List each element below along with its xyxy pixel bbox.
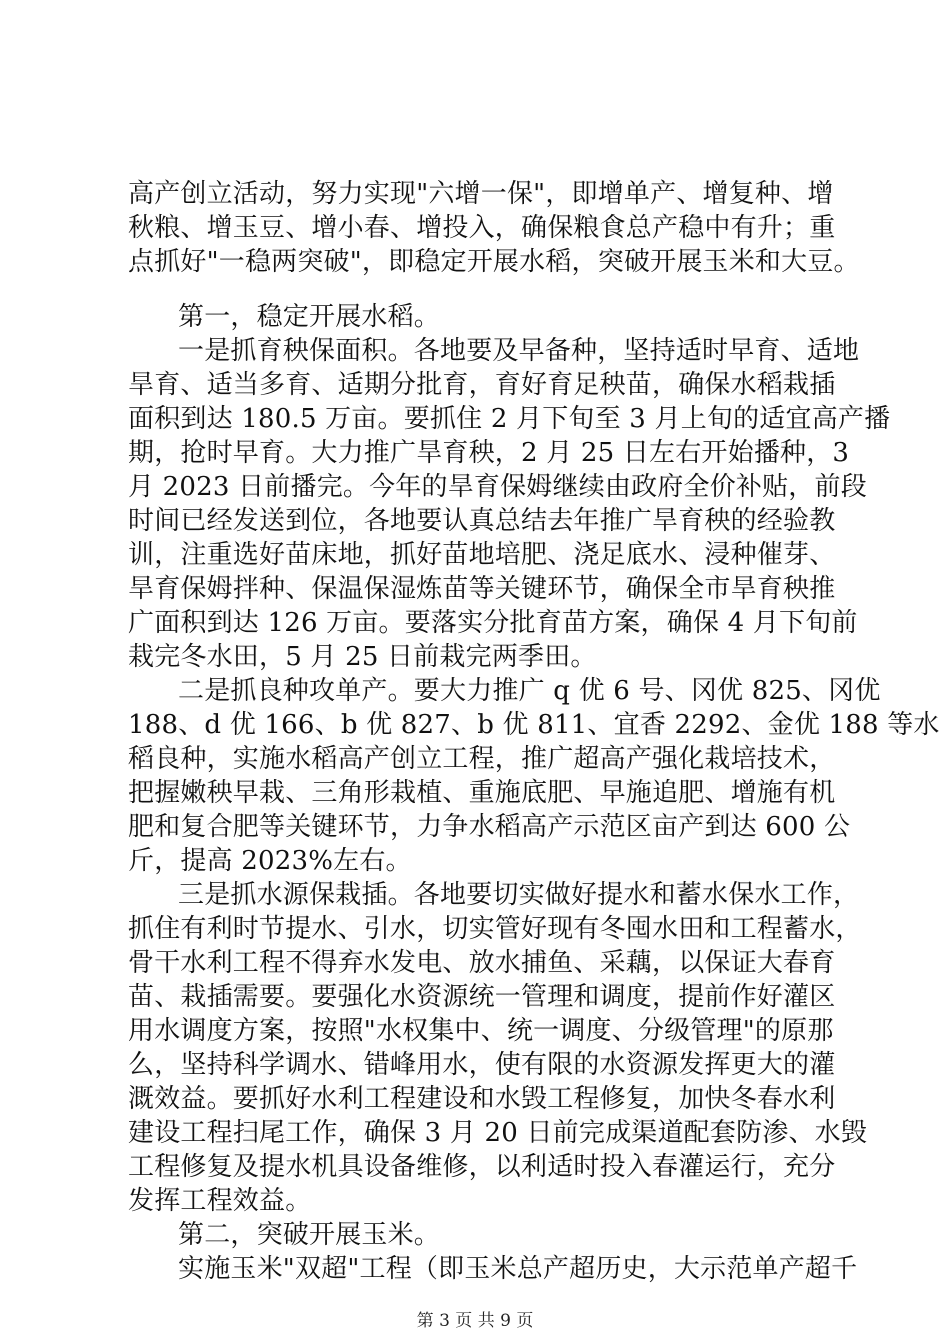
section-heading: 第二，突破开展玉米。 (178, 1220, 441, 1250)
text-line: 秋粮、增玉豆、增小春、增投入，确保粮食总产稳中有升；重 (128, 213, 836, 243)
text-line: 188、d 优 166、b 优 827、b 优 811、宜香 2292、金优 188 等水 (128, 710, 940, 740)
section-heading: 第一，稳定开展水稻。 (178, 302, 441, 332)
text-line: 旱育、适当多育、适期分批育，育好育足秧苗，确保水稻栽插 (128, 370, 836, 400)
text-line: 点抓好"一稳两突破"，即稳定开展水稻，突破开展玉米和大豆。 (128, 247, 860, 277)
text-line: 期，抢时早育。大力推广旱育秧，2 月 25 日左右开始播种，3 (128, 438, 850, 468)
text-line: 面积到达 180.5 万亩。要抓住 2 月下旬至 3 月上旬的适宜高产播 (128, 404, 891, 434)
page-number-footer: 第 3 页 共 9 页 (416, 1311, 534, 1331)
text-line: 发挥工程效益。 (128, 1186, 312, 1216)
text-line: 建设工程扫尾工作，确保 3 月 20 日前完成渠道配套防渗、水毁 (128, 1118, 868, 1148)
text-line: 旱育保姆拌种、保温保湿炼苗等关键环节，确保全市旱育秧推 (128, 574, 836, 604)
text-line: 骨干水利工程不得弃水发电、放水捕鱼、采藕，以保证大春育 (128, 948, 836, 978)
text-line: 工程修复及提水机具设备维修，以利适时投入春灌运行，充分 (128, 1152, 836, 1182)
text-line: 抓住有利时节提水、引水，切实管好现有冬囤水田和工程蓄水， (128, 914, 862, 944)
text-line: 一是抓育秧保面积。各地要及早备种，坚持适时早育、适地 (178, 336, 860, 366)
text-line: 么，坚持科学调水、错峰用水，使有限的水资源发挥更大的灌 (128, 1050, 836, 1080)
text-line: 训，注重选好苗床地，抓好苗地培肥、浇足底水、浸种催芽、 (128, 540, 836, 570)
text-line: 斤，提高 2023%左右。 (128, 846, 412, 876)
text-line: 二是抓良种攻单产。要大力推广 q 优 6 号、冈优 825、冈优 (178, 676, 881, 706)
text-line: 用水调度方案，按照"水权集中、统一调度、分级管理"的原那 (128, 1016, 834, 1046)
text-line: 稻良种，实施水稻高产创立工程，推广超高产强化栽培技术， (128, 744, 836, 774)
text-line: 栽完冬水田，5 月 25 日前栽完两季田。 (128, 642, 597, 672)
text-line: 三是抓水源保栽插。各地要切实做好提水和蓄水保水工作， (178, 880, 860, 910)
text-line: 高产创立活动，努力实现"六增一保"，即增单产、增复种、增 (128, 179, 834, 209)
text-line: 月 2023 日前播完。今年的旱育保姆继续由政府全价补贴，前段 (128, 472, 867, 502)
text-line: 广面积到达 126 万亩。要落实分批育苗方案，确保 4 月下旬前 (128, 608, 858, 638)
text-line: 把握嫩秧早栽、三角形栽植、重施底肥、早施追肥、增施有机 (128, 778, 836, 808)
text-line: 溉效益。要抓好水利工程建设和水毁工程修复，加快冬春水利 (128, 1084, 836, 1114)
text-line: 时间已经发送到位，各地要认真总结去年推广旱育秧的经验教 (128, 506, 836, 536)
text-line: 肥和复合肥等关键环节，力争水稻高产示范区亩产到达 600 公 (128, 812, 851, 842)
text-line: 实施玉米"双超"工程（即玉米总产超历史，大示范单产超千 (178, 1254, 858, 1284)
text-line: 苗、栽插需要。要强化水资源统一管理和调度，提前作好灌区 (128, 982, 836, 1012)
